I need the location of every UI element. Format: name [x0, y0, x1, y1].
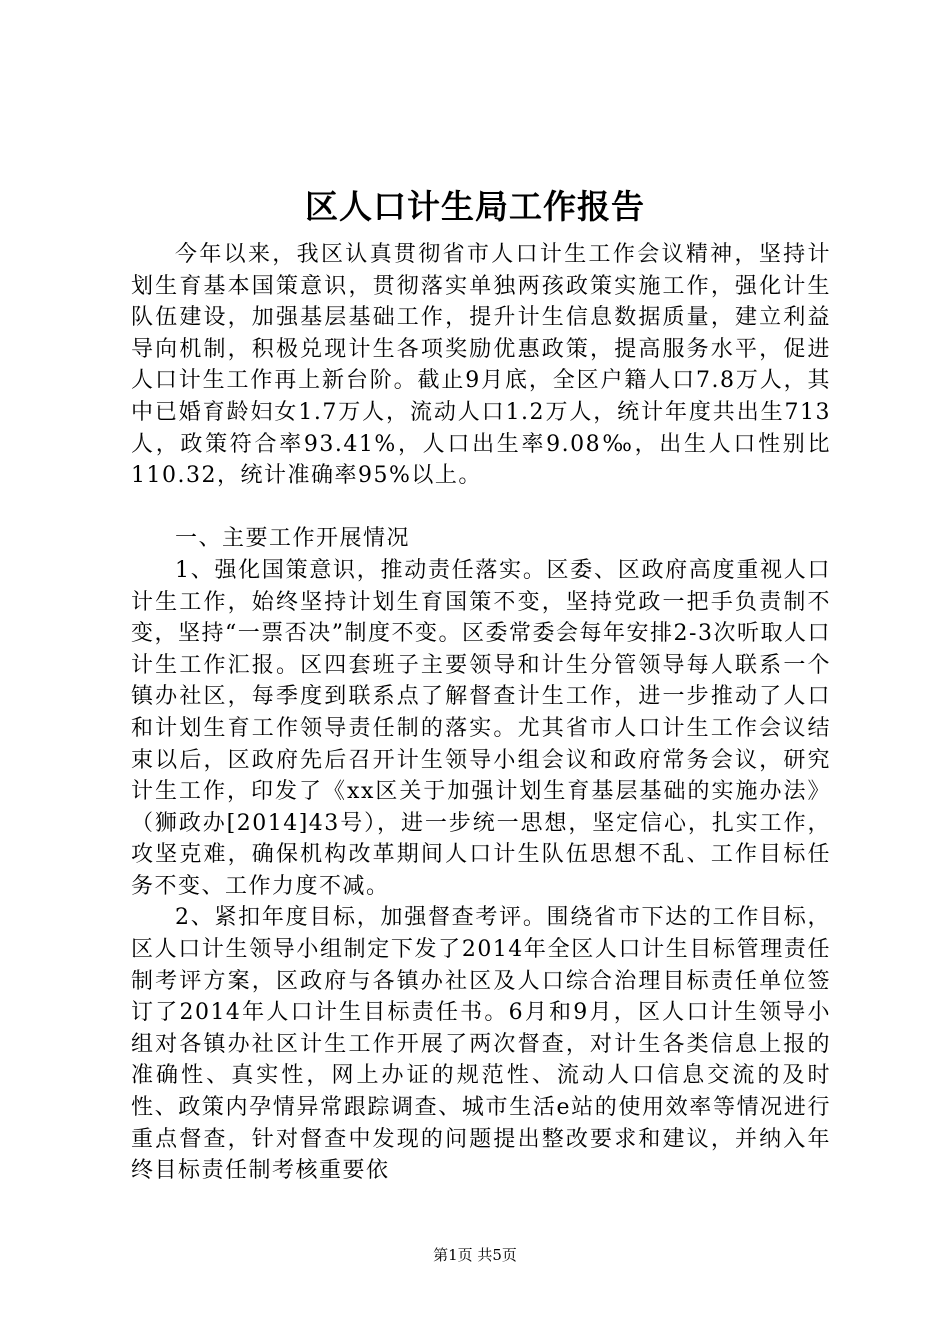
paragraph-item-2: 2、紧扣年度目标，加强督查考评。围绕省市下达的工作目标，区人口计生领导小组制定下发了2014年全区人口计生目标管理责任制考评方案，区政府与各镇办社区及人口综合治理目标责任单位签订了2014年人口计生目标责任书。6月和9月，区人口计生领导小组对各镇办社区计生工作开展了两次督查，对计生各类信息上报的准确性、真实性，网上办证的规范性、流动人口信息交流的及时性、政策内孕情异常跟踪调查、城市生活e站的使用效率等情况进行重点督查，针对督查中发现的问题提出整改要求和建议，并纳入年终目标责任制考核重要依	[131, 905, 831, 1184]
paragraph-intro: 今年以来，我区认真贯彻省市人口计生工作会议精神，坚持计划生育基本国策意识，贯彻落实单独两孩政策实施工作，强化计生队伍建设，加强基层基础工作，提升计生信息数据质量，建立利益导向机制，积极兑现计生各项奖励优惠政策，提高服务水平，促进人口计生工作再上新台阶。截止9月底，全区户籍人口7.8万人，其中已婚育龄妇女1.7万人，流动人口1.2万人，统计年度共出生713人，政策符合率93.41%，人口出生率9.08‰，出生人口性别比110.32，统计准确率95%以上。	[131, 242, 831, 489]
document-title: 区人口计生局工作报告	[305, 187, 645, 226]
document-body	[131, 239, 831, 1187]
section-heading: 一、主要工作开展情况	[175, 526, 411, 552]
page-footer: 第1页 共5页	[433, 1246, 517, 1264]
paragraph-item-1: 1、强化国策意识，推动责任落实。区委、区政府高度重视人口计生工作，始终坚持计划生育国策不变，坚持党政一把手负责制不变，坚持“一票否决”制度不变。区委常委会每年安排2-3次听取人口计生工作汇报。区四套班子主要领导和计生分管领导每人联系一个镇办社区，每季度到联系点了解督查计生工作，进一步推动了人口和计划生育工作领导责任制的落实。尤其省市人口计生工作会议结束以后，区政府先后召开计生领导小组会议和政府常务会议，研究计生工作，印发了《xx区关于加强计划生育基层基础的实施办法》（狮政办[2014]43号），进一步统一思想，坚定信心，扎实工作，攻坚克难，确保机构改革期间人口计生队伍思想不乱、工作目标任务不变、工作力度不减。	[131, 557, 831, 899]
